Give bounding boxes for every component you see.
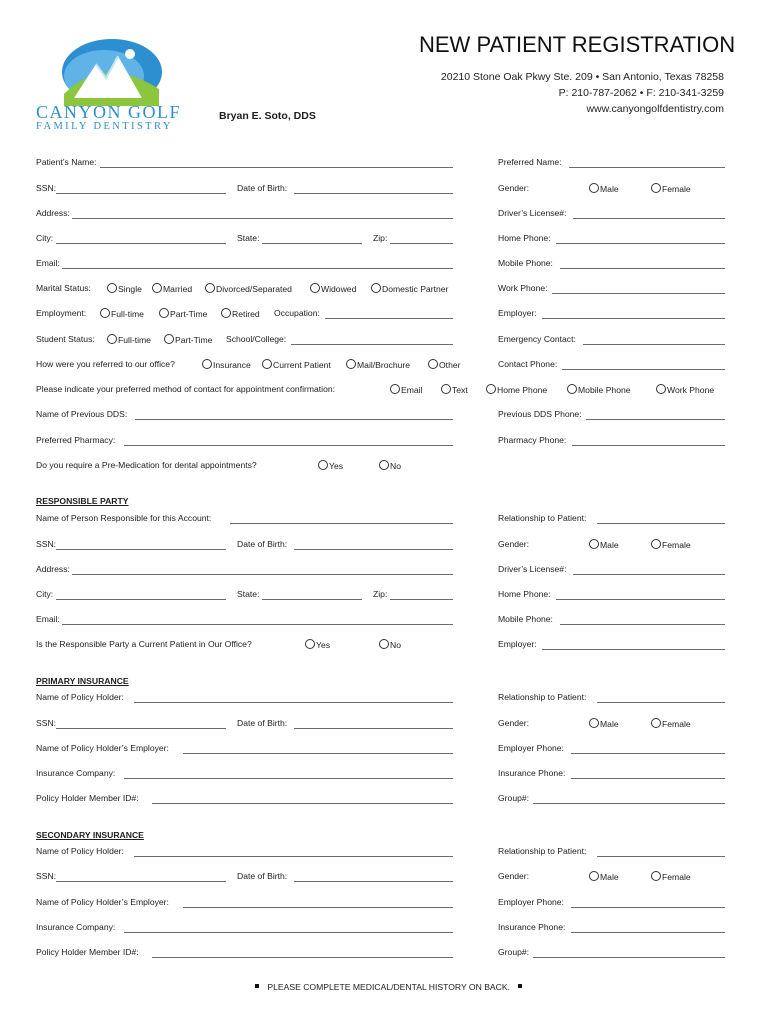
- referred-other[interactable]: Other: [428, 359, 461, 371]
- secondary-gender-label: Gender:: [498, 871, 530, 881]
- radio-icon: [205, 283, 215, 293]
- radio-icon: [656, 384, 666, 394]
- radio-icon: [346, 359, 356, 369]
- responsible-mobile-phone-field[interactable]: [560, 624, 725, 625]
- responsible-zip-field[interactable]: [390, 599, 453, 600]
- contact-mobile-phone[interactable]: Mobile Phone: [567, 384, 631, 396]
- contact-phone-label: Contact Phone:: [498, 359, 558, 369]
- responsible-address-field[interactable]: [72, 574, 453, 575]
- radio-icon: [107, 283, 117, 293]
- responsible-mobile-phone-label: Mobile Phone:: [498, 614, 553, 624]
- work-phone-field[interactable]: [552, 293, 725, 294]
- marital-widowed[interactable]: Widowed: [310, 283, 356, 295]
- primary-company-field[interactable]: [124, 778, 453, 779]
- referred-label: How were you referred to our office?: [36, 359, 175, 369]
- primary-gender-female[interactable]: Female: [651, 718, 691, 730]
- footer-note: [255, 982, 522, 992]
- secondary-dob-label: Date of Birth:: [237, 871, 288, 881]
- radio-icon: [262, 359, 272, 369]
- responsible-address-label: Address:: [36, 564, 70, 574]
- responsible-email-label: Email:: [36, 614, 60, 624]
- radio-icon: [221, 308, 231, 318]
- emergency-contact-label: Emergency Contact:: [498, 334, 576, 344]
- zip-field[interactable]: [390, 243, 453, 244]
- license-field[interactable]: [573, 218, 725, 219]
- radio-icon: [441, 384, 451, 394]
- responsible-dob-label: Date of Birth:: [237, 539, 288, 549]
- radio-icon: [651, 871, 661, 881]
- primary-insurance-phone-label: Insurance Phone:: [498, 768, 566, 778]
- primary-insurance-phone-field[interactable]: [571, 778, 725, 779]
- secondary-ssn-field[interactable]: [56, 881, 226, 882]
- ssn-field[interactable]: [56, 193, 226, 194]
- responsible-employer-label: Employer:: [498, 639, 537, 649]
- employment-parttime[interactable]: Part-Time: [159, 308, 207, 320]
- responsible-email-field[interactable]: [62, 624, 453, 625]
- responsible-license-field[interactable]: [573, 574, 725, 575]
- work-phone-label: Work Phone:: [498, 283, 548, 293]
- secondary-holder-employer-label: Name of Policy Holder’s Employer:: [36, 897, 169, 907]
- secondary-holder-employer-field[interactable]: [183, 907, 453, 908]
- referred-current-patient[interactable]: Current Patient: [262, 359, 331, 371]
- primary-company-label: Insurance Company:: [36, 768, 116, 778]
- responsible-zip-label: Zip:: [373, 589, 388, 599]
- gender-male[interactable]: Male: [589, 183, 619, 195]
- address-label: Address:: [36, 208, 70, 218]
- primary-holder-employer-label: Name of Policy Holder’s Employer:: [36, 743, 169, 753]
- gender-label: Gender:: [498, 183, 530, 193]
- primary-insurance-heading: PRIMARY INSURANCE: [36, 676, 129, 686]
- svg-text:CANYON GOLF: CANYON GOLF: [36, 102, 182, 122]
- referred-insurance[interactable]: Insurance: [202, 359, 251, 371]
- secondary-employer-phone-label: Employer Phone:: [498, 897, 564, 907]
- primary-ssn-label: SSN:: [36, 718, 57, 728]
- pharmacy-phone-label: Pharmacy Phone:: [498, 435, 567, 445]
- employer-label: Employer:: [498, 308, 537, 318]
- employer-field[interactable]: [542, 318, 725, 319]
- radio-icon: [428, 359, 438, 369]
- student-status-label: Student Status:: [36, 334, 95, 344]
- secondary-group-label: Group#:: [498, 947, 530, 957]
- secondary-dob-field[interactable]: [294, 881, 453, 882]
- city-field[interactable]: [56, 243, 226, 244]
- premed-yes[interactable]: Yes: [318, 460, 343, 472]
- primary-gender-male[interactable]: Male: [589, 718, 619, 730]
- responsible-name-label: Name of Person Responsible for this Account:: [36, 513, 212, 523]
- radio-icon: [589, 183, 599, 193]
- dob-label: Date of Birth:: [237, 183, 288, 193]
- state-label: State:: [237, 233, 260, 243]
- radio-icon: [152, 283, 162, 293]
- contact-text[interactable]: Text: [441, 384, 468, 396]
- responsible-home-phone-field[interactable]: [556, 599, 725, 600]
- secondary-relationship-label: Relationship to Patient:: [498, 846, 587, 856]
- marital-divorced[interactable]: Divorced/Separated: [205, 283, 292, 295]
- license-label: Driver’s License#:: [498, 208, 567, 218]
- premed-no[interactable]: No: [379, 460, 401, 472]
- primary-holder-label: Name of Policy Holder:: [36, 692, 124, 702]
- marital-single[interactable]: Single: [107, 283, 142, 295]
- radio-icon: [589, 871, 599, 881]
- contact-method-label: Please indicate your preferred method of contact for appointment confirmation:: [36, 384, 336, 394]
- responsible-relationship-label: Relationship to Patient:: [498, 513, 587, 523]
- responsible-gender-female[interactable]: Female: [651, 539, 691, 551]
- gender-female[interactable]: Female: [651, 183, 691, 195]
- radio-icon: [371, 283, 381, 293]
- radio-icon: [651, 539, 661, 549]
- secondary-company-field[interactable]: [124, 932, 453, 933]
- secondary-member-id-field[interactable]: [152, 957, 453, 958]
- primary-relationship-field[interactable]: [597, 702, 725, 703]
- primary-holder-field[interactable]: [134, 702, 453, 703]
- dob-field[interactable]: [294, 193, 453, 194]
- bullet-icon: [518, 984, 522, 988]
- radio-icon: [318, 460, 328, 470]
- office-website: www.canyongolfdentistry.com: [586, 103, 724, 115]
- premed-label: Do you require a Pre-Medication for dental appointments?: [36, 460, 257, 470]
- primary-dob-field[interactable]: [294, 728, 453, 729]
- occupation-label: Occupation:: [274, 308, 320, 318]
- primary-group-label: Group#:: [498, 793, 530, 803]
- preferred-name-field[interactable]: [569, 167, 725, 168]
- city-label: City:: [36, 233, 54, 243]
- referred-mail[interactable]: Mail/Brochure: [346, 359, 410, 371]
- radio-icon: [379, 460, 389, 470]
- primary-dob-label: Date of Birth:: [237, 718, 288, 728]
- contact-work-phone[interactable]: Work Phone: [656, 384, 714, 396]
- zip-label: Zip:: [373, 233, 388, 243]
- responsible-relationship-field[interactable]: [597, 523, 725, 524]
- marital-married[interactable]: Married: [152, 283, 192, 295]
- previous-dds-phone-field[interactable]: [586, 419, 725, 420]
- svg-text:FAMILY DENTISTRY: FAMILY DENTISTRY: [36, 121, 173, 132]
- pharmacy-field[interactable]: [124, 445, 453, 446]
- radio-icon: [379, 639, 389, 649]
- primary-employer-phone-field[interactable]: [571, 753, 725, 754]
- responsible-ssn-field[interactable]: [56, 549, 226, 550]
- employment-fulltime[interactable]: Full-time: [100, 308, 144, 320]
- primary-employer-phone-label: Employer Phone:: [498, 743, 564, 753]
- radio-icon: [159, 308, 169, 318]
- secondary-holder-field[interactable]: [134, 856, 453, 857]
- responsible-gender-male[interactable]: Male: [589, 539, 619, 551]
- patient-name-label: Patient’s Name:: [36, 157, 97, 167]
- radio-icon: [589, 718, 599, 728]
- radio-icon: [567, 384, 577, 394]
- patient-name-field[interactable]: [100, 167, 453, 168]
- radio-icon: [305, 639, 315, 649]
- secondary-company-label: Insurance Company:: [36, 922, 116, 932]
- mobile-phone-label: Mobile Phone:: [498, 258, 553, 268]
- email-label: Email:: [36, 258, 60, 268]
- previous-dds-phone-label: Previous DDS Phone:: [498, 409, 582, 419]
- radio-icon: [589, 539, 599, 549]
- responsible-city-field[interactable]: [56, 599, 226, 600]
- office-phones: P: 210-787-2062 • F: 210-341-3259: [558, 87, 724, 99]
- contact-home-phone[interactable]: Home Phone: [486, 384, 547, 396]
- secondary-insurance-phone-field[interactable]: [571, 932, 725, 933]
- school-field[interactable]: [291, 344, 453, 345]
- contact-email[interactable]: Email: [390, 384, 423, 396]
- secondary-member-id-label: Policy Holder Member ID#:: [36, 947, 139, 957]
- secondary-ssn-label: SSN:: [36, 871, 57, 881]
- previous-dds-label: Name of Previous DDS:: [36, 409, 128, 419]
- mobile-phone-field[interactable]: [560, 268, 725, 269]
- primary-ssn-field[interactable]: [56, 728, 226, 729]
- primary-member-id-field[interactable]: [152, 803, 453, 804]
- school-label: School/College:: [226, 334, 287, 344]
- radio-icon: [164, 334, 174, 344]
- secondary-employer-phone-field[interactable]: [571, 907, 725, 908]
- marital-domestic-partner[interactable]: Domestic Partner: [371, 283, 448, 295]
- responsible-ssn-label: SSN:: [36, 539, 57, 549]
- home-phone-label: Home Phone:: [498, 233, 551, 243]
- address-field[interactable]: [72, 218, 453, 219]
- primary-relationship-label: Relationship to Patient:: [498, 692, 587, 702]
- email-field[interactable]: [62, 268, 453, 269]
- responsible-state-label: State:: [237, 589, 260, 599]
- previous-dds-field[interactable]: [135, 419, 453, 420]
- pharmacy-phone-field[interactable]: [572, 445, 725, 446]
- marital-status-label: Marital Status:: [36, 283, 91, 293]
- primary-holder-employer-field[interactable]: [183, 753, 453, 754]
- secondary-holder-label: Name of Policy Holder:: [36, 846, 124, 856]
- radio-icon: [202, 359, 212, 369]
- page-title: NEW PATIENT REGISTRATION: [419, 32, 736, 57]
- ssn-label: SSN:: [36, 183, 57, 193]
- responsible-current-label: Is the Responsible Party a Current Patient in Our Office?: [36, 639, 252, 649]
- primary-gender-label: Gender:: [498, 718, 530, 728]
- occupation-field[interactable]: [325, 318, 453, 319]
- responsible-current-no[interactable]: No: [379, 639, 401, 651]
- student-fulltime[interactable]: Full-time: [107, 334, 151, 346]
- radio-icon: [100, 308, 110, 318]
- responsible-gender-label: Gender:: [498, 539, 530, 549]
- secondary-insurance-heading: SECONDARY INSURANCE: [36, 830, 144, 840]
- primary-group-field[interactable]: [533, 803, 725, 804]
- radio-icon: [310, 283, 320, 293]
- responsible-home-phone-label: Home Phone:: [498, 589, 551, 599]
- secondary-gender-female[interactable]: Female: [651, 871, 691, 883]
- office-address: 20210 Stone Oak Pkwy Ste. 209 • San Antonio, Texas 78258: [440, 71, 724, 83]
- responsible-party-heading: RESPONSIBLE PARTY: [36, 496, 129, 506]
- home-phone-field[interactable]: [556, 243, 725, 244]
- responsible-city-label: City:: [36, 589, 54, 599]
- radio-icon: [486, 384, 496, 394]
- state-field[interactable]: [262, 243, 362, 244]
- preferred-name-label: Preferred Name:: [498, 157, 562, 167]
- responsible-dob-field[interactable]: [294, 549, 453, 550]
- primary-member-id-label: Policy Holder Member ID#:: [36, 793, 139, 803]
- responsible-current-yes[interactable]: Yes: [305, 639, 330, 651]
- secondary-gender-male[interactable]: Male: [589, 871, 619, 883]
- bullet-icon: [255, 984, 259, 988]
- secondary-insurance-phone-label: Insurance Phone:: [498, 922, 566, 932]
- radio-icon: [390, 384, 400, 394]
- responsible-license-label: Driver’s License#:: [498, 564, 567, 574]
- employment-label: Employment:: [36, 308, 87, 318]
- student-parttime[interactable]: Part-Time: [164, 334, 212, 346]
- employment-retired[interactable]: Retired: [221, 308, 260, 320]
- secondary-group-field[interactable]: [533, 957, 725, 958]
- responsible-state-field[interactable]: [262, 599, 362, 600]
- emergency-contact-field[interactable]: [583, 344, 725, 345]
- radio-icon: [651, 183, 661, 193]
- contact-phone-field[interactable]: [562, 369, 725, 370]
- responsible-employer-field[interactable]: [542, 649, 725, 650]
- doctor-name: Bryan E. Soto, DDS: [219, 110, 316, 122]
- radio-icon: [651, 718, 661, 728]
- responsible-name-field[interactable]: [230, 523, 453, 524]
- canyon-golf-logo: [34, 34, 199, 134]
- secondary-relationship-field[interactable]: [597, 856, 725, 857]
- radio-icon: [107, 334, 117, 344]
- footer-text: PLEASE COMPLETE MEDICAL/DENTAL HISTORY ON BACK.: [267, 982, 510, 992]
- pharmacy-label: Preferred Pharmacy:: [36, 435, 116, 445]
